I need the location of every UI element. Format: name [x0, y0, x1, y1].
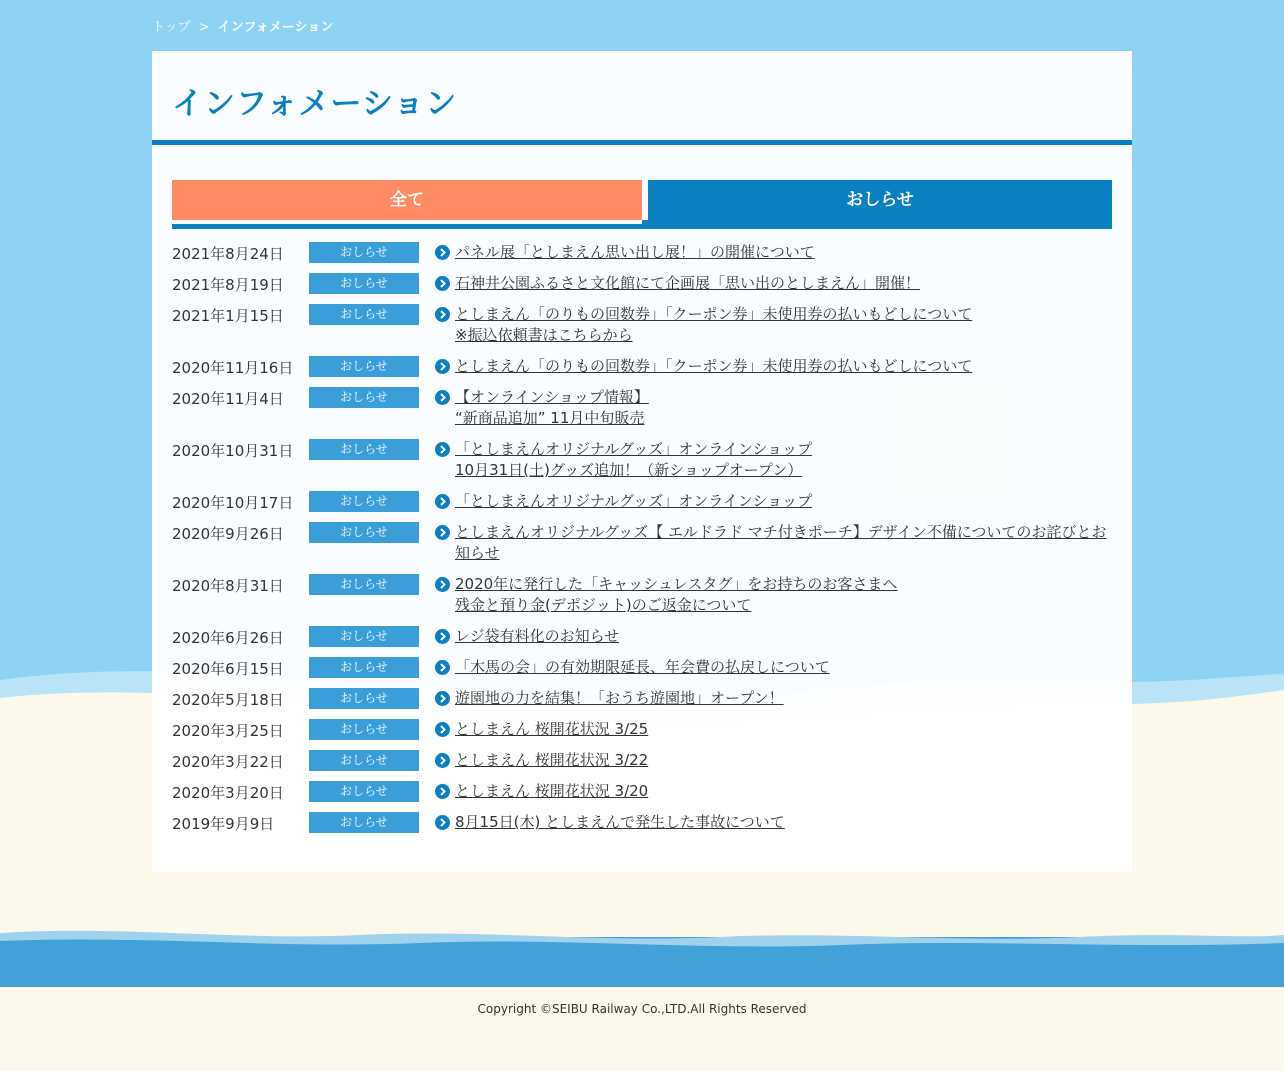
- news-item: [172, 657, 1112, 688]
- news-category-badge: おしらせ: [309, 273, 419, 294]
- news-title-link[interactable]: 石神井公園ふるさと文化館にて企画展「思い出のとしまえん」開催！: [455, 274, 921, 292]
- chevron-right-circle-icon: [435, 753, 450, 768]
- chevron-right-circle-icon: [435, 660, 450, 675]
- news-title-link[interactable]: 【オンラインショップ情報】 “新商品追加” 11月中旬販売: [455, 388, 649, 427]
- news-title-link[interactable]: 2020年に発行した「キャッシュレスタグ」をお持ちのお客さまへ 残金と預り金(デポジット)のご返金について: [455, 575, 898, 614]
- page-title-header: [152, 51, 1132, 145]
- tab-selected-gap: [172, 220, 642, 224]
- chevron-right-circle-icon: [435, 691, 450, 706]
- chevron-right-circle-icon: [435, 494, 450, 509]
- news-title-link[interactable]: としまえん 桜開花状況 3/22: [455, 751, 649, 769]
- news-title-link[interactable]: としまえん 桜開花状況 3/25: [455, 720, 649, 738]
- news-item: [172, 491, 1112, 522]
- chevron-right-circle-icon: [435, 722, 450, 737]
- copyright-text: Copyright ©SEIBU Railway Co.,LTD.All Rights Reserved: [477, 1002, 807, 1016]
- news-category-badge: おしらせ: [309, 574, 419, 595]
- page-title: インフォメーション: [172, 86, 458, 122]
- news-category-badge: おしらせ: [309, 356, 419, 377]
- chevron-right-circle-icon: [435, 815, 450, 830]
- breadcrumb-separator: >: [198, 20, 210, 35]
- news-date: 2020年3月25日: [172, 722, 284, 740]
- news-date: 2020年3月22日: [172, 753, 284, 771]
- news-date: 2020年6月26日: [172, 629, 284, 647]
- news-date: 2020年11月16日: [172, 359, 294, 377]
- chevron-right-circle-icon: [435, 390, 450, 405]
- breadcrumb-current: インフォメーション: [217, 20, 334, 35]
- chevron-right-circle-icon: [435, 307, 450, 322]
- news-date: 2021年8月19日: [172, 276, 284, 294]
- news-item: [172, 688, 1112, 719]
- news-category-badge: おしらせ: [309, 657, 419, 678]
- news-item: [172, 242, 1112, 273]
- breadcrumb-home-link[interactable]: トップ: [152, 20, 191, 35]
- news-category-badge: おしらせ: [309, 304, 419, 325]
- news-date: 2020年3月20日: [172, 784, 284, 802]
- news-item: [172, 273, 1112, 304]
- news-title-link[interactable]: としまえん 桜開花状況 3/20: [455, 782, 649, 800]
- news-category-badge: おしらせ: [309, 719, 419, 740]
- news-item: [172, 750, 1112, 781]
- news-title-link[interactable]: 「としまえんオリジナルグッズ」オンラインショップ: [455, 492, 813, 510]
- chevron-right-circle-icon: [435, 525, 450, 540]
- news-item: [172, 781, 1112, 812]
- news-item: [172, 304, 1112, 356]
- content-panel: [152, 51, 1132, 872]
- news-category-badge: おしらせ: [309, 750, 419, 771]
- breadcrumb: [152, 16, 333, 35]
- news-category-badge: おしらせ: [309, 688, 419, 709]
- news-item: [172, 387, 1112, 439]
- news-category-badge: おしらせ: [309, 387, 419, 408]
- news-category-badge: おしらせ: [309, 439, 419, 460]
- news-title-link[interactable]: としまえん「のりもの回数券」「クーポン券」未使用券の払いもどしについて: [455, 357, 973, 375]
- news-category-badge: おしらせ: [309, 491, 419, 512]
- chevron-right-circle-icon: [435, 245, 450, 260]
- chevron-right-circle-icon: [435, 577, 450, 592]
- news-title-link[interactable]: 遊園地の力を結集！「おうち遊園地」オープン！: [455, 689, 784, 707]
- news-category-badge: おしらせ: [309, 812, 419, 833]
- news-item: [172, 356, 1112, 387]
- news-title-link[interactable]: としまえんオリジナルグッズ【 エルドラド マチ付きポーチ】デザイン不備についてのお詫びとお知らせ: [455, 523, 1107, 562]
- chevron-right-circle-icon: [435, 442, 450, 457]
- news-date: 2021年1月15日: [172, 307, 284, 325]
- news-item: [172, 812, 1112, 843]
- news-category-badge: おしらせ: [309, 242, 419, 263]
- news-title-link[interactable]: パネル展「としまえん思い出し展！」の開催について: [455, 243, 815, 261]
- news-category-badge: おしらせ: [309, 626, 419, 647]
- news-item: [172, 719, 1112, 750]
- tab-news[interactable]: おしらせ: [648, 180, 1112, 229]
- news-date: 2020年11月4日: [172, 390, 284, 408]
- footer-wave-decoration: [0, 925, 1284, 987]
- news-date: 2020年10月17日: [172, 494, 294, 512]
- news-date: 2020年10月31日: [172, 442, 294, 460]
- news-date: 2020年6月15日: [172, 660, 284, 678]
- news-title-link[interactable]: としまえん「のりもの回数券」「クーポン券」未使用券の払いもどしについて ※振込依頼書はこちらから: [455, 305, 973, 344]
- news-date: 2019年9月9日: [172, 815, 275, 833]
- news-date: 2020年5月18日: [172, 691, 284, 709]
- news-title-link[interactable]: 8月15日(木) としまえんで発生した事故について: [455, 813, 785, 831]
- news-date: 2021年8月24日: [172, 245, 284, 263]
- news-category-badge: おしらせ: [309, 522, 419, 543]
- chevron-right-circle-icon: [435, 276, 450, 291]
- news-date: 2020年8月31日: [172, 577, 284, 595]
- news-title-link[interactable]: 「としまえんオリジナルグッズ」オンラインショップ 10月31日(土)グッズ追加！（新ショップオープン）: [455, 440, 813, 479]
- news-item: [172, 626, 1112, 657]
- chevron-right-circle-icon: [435, 359, 450, 374]
- news-item: [172, 522, 1112, 574]
- news-item: [172, 439, 1112, 491]
- chevron-right-circle-icon: [435, 629, 450, 644]
- news-list: [172, 242, 1112, 843]
- news-item: [172, 574, 1112, 626]
- news-category-badge: おしらせ: [309, 781, 419, 802]
- news-title-link[interactable]: レジ袋有料化のお知らせ: [455, 627, 620, 645]
- news-date: 2020年9月26日: [172, 525, 284, 543]
- category-tabs: [172, 180, 1112, 229]
- tab-all[interactable]: 全て: [172, 180, 642, 220]
- news-title-link[interactable]: 「木馬の会」の有効期限延長、年会費の払戻しについて: [455, 658, 830, 676]
- chevron-right-circle-icon: [435, 784, 450, 799]
